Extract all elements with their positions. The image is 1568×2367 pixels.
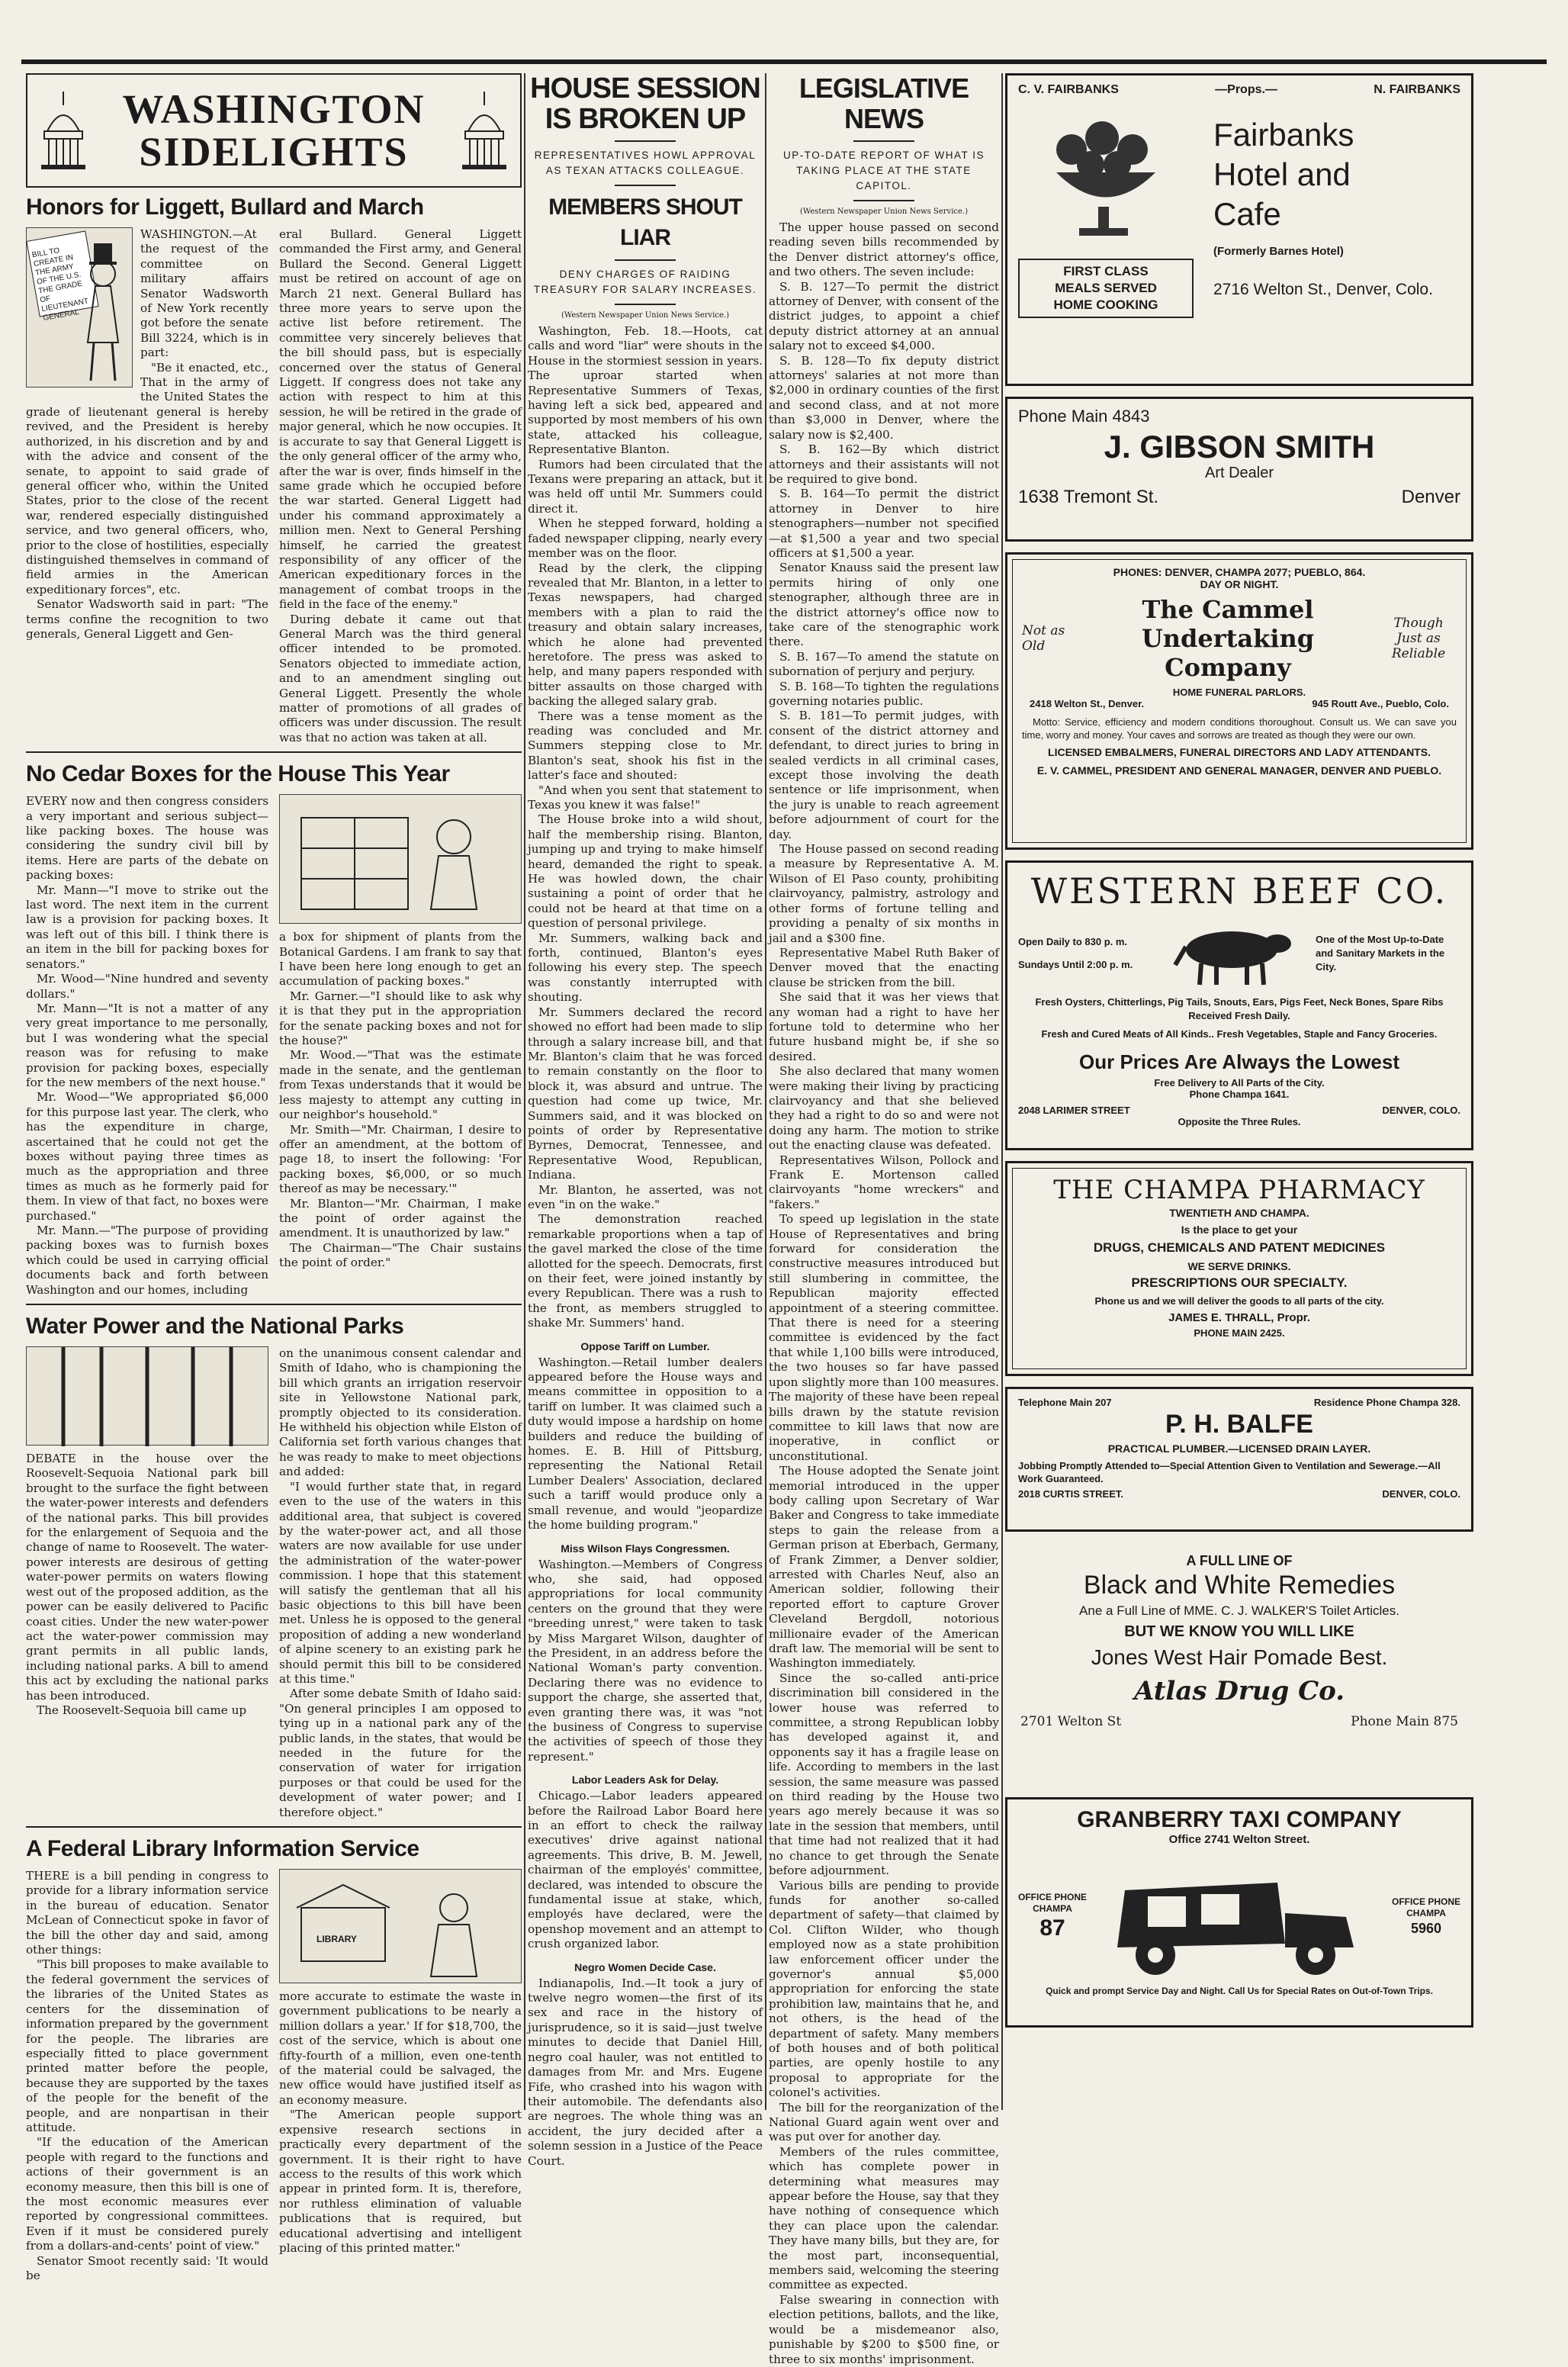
champa-phone: PHONE MAIN 2425.: [1194, 1327, 1285, 1339]
cedar-para: Mr. Wood—"Nine hundred and seventy dollars.": [26, 972, 268, 1001]
column-legislative-news: [769, 72, 999, 2366]
members-shout-liar-deck: DENY CHARGES OF RAIDING TREASURY FOR SALARY INCREASES.: [533, 269, 757, 295]
liggett-para: eral Bullard. General Liggett commanded the First army, and General Bullard the Second. General Liggett must be retired on account of age on March 21 next. General Bullard has three more years to serve upon the active list before retirement. The committee very sincerely believes that the bill should pass, but is especially concerned over the status of General Liggett. If congress does not take any action with respect to him at this session, he will be retired in the grade of major general, which he now occupies. It is accurate to say that General Liggett is the only general officer of the army who, after the war is over, finds himself in the same grade which he occupied before the war started. General Liggett had under his command approximately a million men. Next to General Pershing himself, he carried the greatest responsibility of any officer of the American expeditionary forces in the management of combat troops in the field in the face of the enemy.": [279, 227, 522, 612]
house-para: Mr. Summers declared the record showed no effort had been made to slip through a salary increase bill, and that Mr. Blanton's claim that he was forced to remain constantly on the floor to block it, was absurd and untrue. The question had come up twice, Mr. Summers said, and it was blocked on points of order by Representative Byrnes, Democrat, Tennessee, and Representative Wood, Republican, Indiana.: [528, 1005, 763, 1182]
leg-para: False swearing in connection with election petitions, ballots, and the like, would be a misdemeanor also, punishable by $200 to $500 fine, or three to six months' imprisonment.: [769, 2292, 999, 2366]
divider: [615, 185, 676, 186]
beef-city: DENVER, COLO.: [1382, 1105, 1460, 1116]
leg-para: The bill for the reorganization of the National Guard again went over and was put over for another day.: [769, 2100, 999, 2144]
library-building-icon: [280, 1870, 521, 1984]
house-para: When he stepped forward, holding a faded newspaper clipping, nearly every member was on the floor.: [528, 516, 763, 561]
cedar-para: The Chairman—"The Chair sustains the point of order.": [279, 1240, 522, 1270]
house-para: There was a tense moment as the reading was concluded and Mr. Summers stepping close to Mr. Blanton's seat, shook his fist in the latter's face and shouted:: [528, 709, 763, 783]
cedar-para: Mr. Wood.—"That was the estimate made in the senate, and the gentleman from Texas understands that it would be less majesty to attempt any cutting in our neighbor's household.": [279, 1048, 522, 1122]
house-para: Read by the clerk, the clipping revealed that Mr. Blanton, in a letter to Texas newspapers, had charged members with a plan to raid the treasury and obtain salary increases, which he alone had prevented heretofore. The press was asked to help, and many papers responded with bitter assaults on those charged with backing the alleged salary grab.: [528, 561, 763, 709]
leg-para: Senator Knauss said the present law permits hiring of only one stenographer, although three are in the district attorney's office now to take care of the stenographic work there.: [769, 561, 999, 649]
balfe-city: DENVER, COLO.: [1382, 1488, 1460, 1500]
leg-para: S. B. 181—To permit judges, with consent of the district attorney and defendant, to direct juries to bring in sealed verdicts in all criminal cases, except those involving the death sentence or life imprisonment, when the jury is unable to reach agreement before adjournment of court for the day.: [769, 709, 999, 841]
cammel-though: Though Just as Reliable: [1391, 616, 1446, 661]
name-line: The Cammel: [1142, 595, 1314, 624]
leg-para: S. B. 167—To amend the statute on subornation of perjury and perjury.: [769, 649, 999, 679]
lumber-para: Washington.—Retail lumber dealers appeared before the House ways and means committee in opposition to a tariff on lumber. It was claimed such a duty would impose a hardship on home builders and reduce the building of homes. E. B. Hill of Pittsburg, representing the National Retail Lumber Dealers' Association, declared such a tariff would produce only a small revenue, and would "jeopardize the home building program.": [528, 1355, 763, 1532]
taxi-phone-number: 87: [1039, 1915, 1065, 1941]
cedar-para: a box for shipment of plants from the Botanical Gardens. I am frank to say that I have been here long enough to get an accumulation of packing boxes.": [279, 930, 522, 989]
cammel-addr: 2418 Welton St., Denver.: [1030, 698, 1145, 709]
atlas-phone: Phone Main 875: [1351, 1714, 1458, 1729]
leg-para: The House passed on second reading a measure by Representative A. M. Wilson of El Paso county, prohibiting clairvoyancy, palmistry, astrology and other forms of fortune telling and providing a penalty of six months in jail and a $300 fine.: [769, 842, 999, 945]
water-para: on the unanimous consent calendar and Smith of Idaho, who is championing the bill which grants an irrigation reservoir site in Yellowstone National park, promptly objected to its consideration. He withheld his objection while Elston of California set forth various changes that he was ready to make to meet objections and added:: [279, 1346, 522, 1479]
taxi-phone-label: OFFICE PHONE CHAMPA: [1392, 1896, 1461, 1918]
cow-icon: [1155, 919, 1308, 988]
leg-para: Representative Mabel Ruth Baker of Denver moved that the enacting clause be stricken from the bill.: [769, 945, 999, 989]
cammel-not-as-old: Not as Old: [1022, 623, 1065, 654]
fruit-bowl-illustration: [1018, 108, 1194, 318]
name-line: Fairbanks: [1213, 117, 1354, 153]
forest-illustration: [26, 1346, 268, 1446]
divider: [615, 304, 676, 305]
headline-line: IS BROKEN UP: [545, 103, 746, 135]
leg-para: She said that it was her views that any woman had a right to have her fortune told to determine who her future husband might be, if she so desired.: [769, 990, 999, 1063]
atlas-line: Jones West Hair Pomade Best.: [1091, 1645, 1388, 1669]
taxi-car-icon: [1087, 1852, 1392, 1982]
beef-opposite: Opposite the Three Rules.: [1178, 1116, 1301, 1127]
beef-fresh: Fresh Oysters, Chitterlings, Pig Tails, Snouts, Ears, Pigs Feet, Neck Bones, Spare Ribs Received Fresh Daily.: [1035, 996, 1444, 1021]
beef-prices: Our Prices Are Always the Lowest: [1079, 1050, 1399, 1073]
library-sign: LIBRARY: [316, 1934, 357, 1945]
atlas-name: Atlas Drug Co.: [1133, 1676, 1345, 1706]
legislative-news-headline: LEGISLATIVE NEWS: [798, 72, 969, 134]
taxi-name: GRANBERRY TAXI COMPANY: [1077, 1807, 1402, 1832]
beef-tagline: One of the Most Up-to-Date and Sanitary Markets in the City.: [1316, 934, 1445, 973]
ad-gibson-smith: [1005, 397, 1473, 542]
library-cartoon: [279, 1869, 522, 1983]
leg-para: S. B. 168—To tighten the regulations governing notaries public.: [769, 679, 999, 708]
balfe-trade: PRACTICAL PLUMBER.—LICENSED DRAIN LAYER.: [1107, 1442, 1371, 1455]
cedar-para: Mr. Mann—"It is not a matter of any very great importance to me personally, but I was wondering what the special reason was for refusing to make provision for packing boxes, especially for the new members of the next house.": [26, 1001, 268, 1089]
beef-delivery: Free Delivery to All Parts of the City.: [1154, 1077, 1325, 1089]
house-session-deck: REPRESENTATIVES HOWL APPROVAL AS TEXAN ATTACKS COLLEAGUE.: [534, 150, 757, 176]
champa-propr: JAMES E. THRALL, Propr.: [1168, 1311, 1310, 1324]
cedar-para: EVERY now and then congress considers a very important and serious subject—like packing boxes. The house was considering the sundry civil bill by items. Here are parts of the debate on packing boxes:: [26, 794, 268, 883]
library-para: Senator Smoot recently said: 'It would be: [26, 2253, 268, 2282]
balfe-address: 2018 CURTIS STREET.: [1018, 1488, 1123, 1500]
water-para: "I would further state that, in regard even to the use of the waters in this additional area, that subject is covered by the water-power act, and all those waters are now available for use under the administration of the water-power commission. I hope that this statement will satisfy the gentleman that all his basic objections to this bill have been met. Unless he is opposed to the general proposition of adding a new wonderland of alpine scenery to an existing park he should permit this bill to be considered at this time.": [279, 1479, 522, 1686]
divider: [853, 200, 914, 201]
news-service-credit: (Western Newspaper Union News Service.): [561, 311, 729, 320]
balfe-res: Residence Phone Champa 328.: [1313, 1397, 1460, 1408]
library-para: "This bill proposes to make available to the federal government the services of the libraries of the United States as centers for the dissemination of information prepared by the government for the people. The libraries are especially fitted to place government printed matter before the people, because they are supported by the taxes of the people for the benefit of the people, and are nonpartisan in their attitude.: [26, 1957, 268, 2134]
column-rule: [524, 73, 525, 2110]
negro-women-subhead: Negro Women Decide Case.: [574, 1960, 716, 1973]
smith-address: 1638 Tremont St.: [1018, 487, 1159, 507]
house-para: Mr. Summers, walking back and forth, continued, Blanton's eyes following his every step. The speech was constantly interrupted with shouting.: [528, 931, 763, 1005]
beef-phone: Phone Champa 1641.: [1189, 1089, 1290, 1100]
cedar-para: Mr. Mann—"I move to strike out the last word. The next item in the current law is a provision for packing boxes. It was left out of this bill. I think there is an item in the bill for packing boxes for senators.": [26, 883, 268, 971]
leg-para: To speed up legislation in the state House of Representatives and bring forward for consideration the constructive measures introduced but still slumbering in committee, the Republican majority effected appointment of a steering committee. That there is need for a steering committee is evidenced by the fact that while 1,100 bills were introduced, the two houses so far have passed upon slightly more than 100 measures. The majority of these have been repeal bills drawn by the statute revision committee to kill laws that now are inoperative, in conflict or unconstitutional.: [769, 1212, 999, 1463]
column-washington-sidelights: [26, 73, 522, 2282]
wilson-para: Washington.—Members of Congress who, she said, had opposed appropriations for local community centers on the ground that they were "breeding unrest," were taken to task by Miss Margaret Wilson, daughter of the President, in an address before the National Woman's party convention. Declaring there was no evidence to support the charge, she asserted that, even granting there was, it was "not the business of Congress to supervise the activities of speech of those they represent.": [528, 1557, 763, 1764]
leg-para: The upper house passed on second reading seven bills recommended by the Denver district attorney's office, and two others. The seven include:: [769, 220, 999, 279]
leg-para: S. B. 164—To permit the district attorney in Denver to hire stenographers—number not specified—at $1,500 a year and two special officers at $1,500 a year.: [769, 487, 999, 560]
lumber-subhead: Oppose Tariff on Lumber.: [580, 1339, 710, 1352]
column-rule: [765, 73, 766, 2110]
leg-para: Representatives Wilson, Pollock and Frank E. Mortenson called clairvoyants "home wreckers" and "fakers.": [769, 1153, 999, 1211]
cedar-article: [26, 794, 522, 1298]
trees-icon: [27, 1347, 268, 1446]
house-para: The House broke into a wild shout, half the membership rising. Blanton, jumping up and trying to make himself heard, demanded the right to speak. He was howled down, the chair sustaining a point of order that he could not be heard at that time on a question of personal privilege.: [528, 812, 763, 931]
beef-fresh: Fresh and Cured Meats of All Kinds.. Fresh Vegetables, Staple and Fancy Groceries.: [1041, 1028, 1438, 1040]
water-para: The Roosevelt-Sequoia bill came up: [37, 1703, 247, 1717]
bill-sign-text: BILL TO CREATE IN THE ARMY OF THE U.S. THE GRADE OF LIEUTENANT GENERAL: [31, 246, 89, 323]
menu-sign: [1018, 259, 1194, 318]
library-para: "The American people support expensive research sections in practically every department of the government. It is their right to have access to the results of this work which appear in printed form. It is, therefore, nor ruthless elimination of valuable publications that is required, but educational advertising and intelligent placing of this printed matter.": [279, 2108, 522, 2255]
ad-champa-pharmacy: [1005, 1161, 1473, 1376]
liggett-headline: Honors for Liggett, Bullard and March: [26, 195, 424, 220]
packing-boxes-cartoon: [279, 794, 522, 924]
house-para: The demonstration reached remarkable proportions when a tap of the gavel marked the close of the time allotted for the speech. Democrats, first on their feet, were joined instantly by every Republican. There was a rush to the front, as members struggled to shake Mr. Summers' hand.: [528, 1212, 763, 1330]
capitol-dome-icon: [37, 88, 90, 172]
top-rule: [21, 59, 1547, 64]
cammel-day-night: DAY OR NIGHT.: [1200, 578, 1279, 590]
washington-sidelights-masthead: [26, 73, 522, 188]
atlas-address: 2701 Welton St: [1020, 1714, 1122, 1729]
column-rule: [1001, 73, 1003, 2110]
cammel-addr: 945 Routt Ave., Pueblo, Colo.: [1312, 698, 1449, 709]
taxi-service: Quick and prompt Service Day and Night. Call Us for Special Rates on Out-of-Town Trips.: [1046, 1986, 1433, 1996]
menu-sign-line: FIRST CLASS: [1063, 264, 1149, 278]
cammel-motto: Motto: Service, efficiency and modern conditions thoroughout. Consult us. We can save you time, worry and money. Your caves and sorrows are treated as though they were our own.: [1022, 716, 1457, 741]
beef-name: WESTERN BEEF CO.: [1030, 870, 1448, 912]
leg-para: S. B. 162—By which district attorneys and their assistants will not be required to give bond.: [769, 442, 999, 486]
cammel-parlors: HOME FUNERAL PARLORS.: [1172, 687, 1306, 698]
champa-place: Is the place to get your: [1181, 1224, 1298, 1236]
labor-para: Chicago.—Labor leaders appeared before the Railroad Labor Board here in an effort to check the railway executives' drive against national agreements. This drive, B. M. Jewell, chairman of the employés' committee, declared, was intended to obscure the fundamental issue at stake, which, employés have declared, were the openshop movement and an attempt to crush organized labor.: [528, 1789, 763, 1951]
boxes-icon: [280, 795, 521, 925]
cedar-para: Mr. Smith—"Mr. Chairman, I desire to offer an amendment, at the bottom of page 18, to insert the following: 'For packing boxes, $6,000, or so much thereof as may be necessary.'": [279, 1122, 522, 1196]
champa-drugs: DRUGS, CHEMICALS AND PATENT MEDICINES: [1093, 1240, 1386, 1255]
name-line: Cafe: [1213, 196, 1281, 232]
ad-fairbanks-hotel: [1005, 73, 1473, 386]
ad-western-beef: [1005, 860, 1473, 1150]
champa-name: THE CHAMPA PHARMACY: [1053, 1175, 1425, 1205]
legislative-news-deck: UP-TO-DATE REPORT OF WHAT IS TAKING PLACE AT THE STATE CAPITOL.: [782, 150, 985, 191]
ad-cammel-undertaking: [1005, 552, 1473, 850]
cedar-headline: No Cedar Boxes for the House This Year: [26, 761, 450, 787]
leg-para: She also declared that many women were making their living by practicing clairvoyancy and that she believed they had a right to do so and were not doing any harm. The motion to strike out the enacting clause was defeated.: [769, 1064, 999, 1153]
library-para: THERE is a bill pending in congress to provide for a library information service in the bureau of education. Senator McLean of Connecticut spoke in favor of the bill the other day and said, among other things:: [26, 1869, 268, 1957]
name-line: Hotel and: [1213, 156, 1351, 192]
library-para: "If the education of the American people with regard to the functions and actions of their government is an economy measure, then this bill is one of the most economic measures ever reported by congressional committees. Even if it must be considered purely from a dollars-and-cents' point of view.": [26, 2135, 268, 2253]
leg-para: The House adopted the Senate joint memorial introduced in the upper body calling upon Secretary of War Baker and Congress to take immediate steps to gain the release from a German prison at Eberbach, Germany, of Frank Zimmer, a Denver soldier, arrested with Charles Neuf, also an American soldier, following their reported effort to capture Grover Cleveland Bergdoll, notorious millionaire evader of the American draft law. The memorial will be sent to Washington immediately.: [769, 1464, 999, 1671]
fruit-bowl-icon: [1018, 108, 1194, 252]
champa-location: TWENTIETH AND CHAMPA.: [1169, 1207, 1309, 1219]
news-service-credit: (Western Newspaper Union News Service.): [800, 207, 968, 216]
smith-trade: Art Dealer: [1204, 465, 1274, 481]
smith-phone: Phone Main 4843: [1018, 407, 1150, 426]
champa-rx: PRESCRIPTIONS OUR SPECIALTY.: [1131, 1275, 1348, 1290]
uncle-sam-bill-cartoon: [26, 227, 133, 388]
divider: [853, 140, 914, 142]
owner-name: N. FAIRBANKS: [1374, 83, 1460, 96]
house-para: Washington, Feb. 18.—Hoots, cat calls and word "liar" were shouts in the House in the stormiest session in years. The uproar started when Representative Summers of Texas, having left a sick bed, appeared and supported by most members of his own state, attacked his colleague, Representative Blanton.: [528, 324, 763, 457]
cammel-phones: PHONES: DENVER, CHAMPA 2077; PUEBLO, 864.: [1113, 566, 1366, 578]
ad-granberry-taxi: [1005, 1797, 1473, 2028]
capitol-dome-icon: [458, 88, 511, 172]
atlas-line: Black and White Remedies: [1083, 1571, 1396, 1600]
name-line: Undertaking Company: [1141, 624, 1315, 682]
fairbanks-address: 2716 Welton St., Denver, Colo.: [1213, 281, 1433, 298]
menu-sign-line: MEALS SERVED: [1055, 281, 1157, 295]
headline-line: HOUSE SESSION: [530, 72, 760, 105]
water-para: After some debate Smith of Idaho said: "On general principles I am opposed to tying up in a national park any of the public lands, in the states, that would be needed in the future for the conservation of water for irrigation purposes or that could be used for the development of water power; and I therefore object.": [279, 1687, 522, 1819]
cammel-licensed: LICENSED EMBALMERS, FUNERAL DIRECTORS AND LADY ATTENDANTS.: [1048, 746, 1431, 758]
cedar-para: Mr. Mann.—"The purpose of providing packing boxes was to furnish boxes which could be used in carrying official documents back and forth between Washington and our homes, including: [26, 1224, 268, 1297]
house-para: "And when you sent that statement to Texas you knew it was false!": [528, 783, 763, 812]
divider: [615, 259, 676, 261]
champa-drinks: WE SERVE DRINKS.: [1187, 1260, 1291, 1272]
library-article: [26, 1869, 522, 2283]
house-session-headline: [528, 73, 763, 134]
liggett-article: [26, 227, 522, 745]
divider: [615, 140, 676, 142]
ad-atlas-drug: [1005, 1542, 1473, 1787]
negro-women-para: Indianapolis, Ind.—It took a jury of twelve negro women—the first of its sex and race in the history of jurisprudence, so it is said—just twelve minutes to decide that Daniel Hill, negro coal hauler, was not entitled to damages from Mr. and Mrs. Eugene Fife, who crashed into his wagon with their automobile. The defendants also are negroes. The whole thing was an accident, the jury decided after a solemn session in a Justice of the Peace Court.: [528, 1976, 763, 2168]
balfe-name: P. H. BALFE: [1165, 1410, 1313, 1439]
leg-para: S. B. 128—To fix deputy district attorneys' salaries at not more than $2,000 in ordinary counties of the first and second class, and at not more than $3,000 in Denver, where the salary now is $2,400.: [769, 353, 999, 442]
column-house-session: [528, 72, 763, 2168]
water-article: [26, 1346, 522, 1820]
cammel-name: [1075, 595, 1380, 682]
leg-para: Various bills are pending to provide funds for another so-called department of safety—that claimed by Col. Clifton Wilder, who though employed now as a state prohibition law enforcement officer under the governor's annual $5,000 appropriation for enforcing the state prohibition law, maintains that he, and not others, is the head of the department of safety. Many members of both houses and of both political parties, are openly hostile to any proposal to appropriate for the colonel's activities.: [769, 1878, 999, 2100]
library-para: more accurate to estimate the waste in government publications to be nearly a million dollars a year.' If for $18,700, the cost of the service, which is about one fifty-fourth of a million, even one-tenth of the material could be salvaged, the new office would have justified itself as an economy measure.: [279, 1989, 522, 2107]
house-para: Rumors had been circulated that the Texans were preparing an attack, but it was held off until Mr. Summers could direct it.: [528, 457, 763, 516]
menu-sign-line: HOME COOKING: [1053, 297, 1158, 312]
fairbanks-owners: [1018, 83, 1460, 97]
water-headline: Water Power and the National Parks: [26, 1314, 404, 1339]
atlas-line: A FULL LINE OF: [1186, 1553, 1293, 1568]
leg-para: Members of the rules committee, which has complete power in determining what measures may appear before the House, say that they have nothing of consequence which they can place upon the calendar. They have many bills, but they are, for the most part, inconsequential, members said, welcoming the steering committee as expected.: [769, 2144, 999, 2292]
leg-para: S. B. 127—To permit the district attorney of Denver, with consent of the district judges, to appoint a chief deputy district attorney at an annual salary not to exceed $4,000.: [769, 279, 999, 353]
smith-city: Denver: [1401, 487, 1460, 507]
cedar-para: Mr. Blanton—"Mr. Chairman, I make the point of order against the amendment. It is unauthorized by law.": [279, 1196, 522, 1240]
cedar-para: Mr. Wood—"We appropriated $6,000 for this purpose last year. The clerk, who has the expenditure in charge, ascertained that he could not get the boxes without paying three times as much as the appropriation and three times as much as he formerly paid for them. In view of that fact, no boxes were purchased.": [26, 1090, 268, 1223]
balfe-jobbing: Jobbing Promptly Attended to—Special Attention Given to Ventilation and Sewerage.—All Work Guaranteed.: [1018, 1460, 1441, 1484]
taxi-phone-label: OFFICE PHONE CHAMPA: [1018, 1892, 1088, 1914]
props-label: —Props.—: [1215, 83, 1277, 96]
smith-name: J. GIBSON SMITH: [1104, 429, 1375, 465]
beef-address: 2048 LARIMER STREET: [1018, 1105, 1130, 1116]
beef-hours: Open Daily to 830 p. m.: [1018, 936, 1128, 947]
masthead-title-line2: SIDELIGHTS: [139, 129, 409, 175]
liggett-para: Senator Wadsworth said in part: "The terms confine the recognition to two generals, General Liggett and Gen-: [26, 597, 268, 641]
taxi-phone-number: 5960: [1410, 1921, 1442, 1936]
balfe-tel: Telephone Main 207: [1018, 1397, 1112, 1408]
water-para: DEBATE in the house over the Roosevelt-Sequoia National park bill brought to the surface the fight between the water-power interests and defenders of the national parks. This bill provides for the enlargement of Sequoia and the change of name to Roosevelt. The water-power interests are desirous of getting water-power permits on waters flowing west out of the proposed addition, as the power can be easily delivered to Pacific coast cities. Under the new water-power act the water-power commission may grant permits in all public lands, including national parks. A bill to amend this act by excluding the national parks has been introduced.: [26, 1452, 268, 1703]
house-para: Mr. Blanton, he asserted, was not even "in on the wake.": [528, 1182, 763, 1211]
taxi-office: Office 2741 Welton Street.: [1168, 1833, 1310, 1846]
column-advertisements: [1005, 73, 1473, 2118]
fairbanks-former: (Formerly Barnes Hotel): [1213, 245, 1344, 258]
atlas-line: Ane a Full Line of MME. C. J. WALKER'S Toilet Articles.: [1079, 1603, 1399, 1618]
cedar-para: Mr. Garner.—"I should like to ask why it is that they put in the appropriation for the senate packing boxes and not for the house?": [279, 989, 522, 1048]
ad-balfe-plumber: [1005, 1387, 1473, 1532]
atlas-line: BUT WE KNOW YOU WILL LIKE: [1124, 1623, 1354, 1640]
members-shout-liar-headline: MEMBERS SHOUT LIAR: [548, 195, 742, 250]
liggett-para: "Be it enacted, etc., That in the army of the United States the grade of lieutenant general is hereby revived, and the President is hereby authorized, in his discretion and by and with the advice and consent of the senate, to appoint to said grade of general officer who, within the United States, prior to the close of the recent war, rendered especially distinguished service, and two general officers, who, prior to the close of hostilities, especially distinguished themselves in command of field armies in the American expeditionary forces", etc.: [26, 360, 268, 597]
owner-name: C. V. FAIRBANKS: [1018, 83, 1119, 96]
liggett-para: WASHINGTON.—At the request of the committee on military affairs Senator Wadsworth of New York recently got before the senate Bill 3224, which is in part:: [140, 227, 268, 360]
champa-phone-us: Phone us and we will deliver the goods to all parts of the city.: [1094, 1295, 1384, 1307]
liggett-para: During debate it came out that General March was the third general officer intended to be promoted. Senators objected to immediate action, and to an amendment singling out General Liggett. Presently the whole matter of promotions of all grades of officers was under discussion. The result was that no action was taken at all.: [279, 612, 522, 745]
labor-subhead: Labor Leaders Ask for Delay.: [571, 1774, 719, 1787]
wilson-subhead: Miss Wilson Flays Congressmen.: [561, 1542, 730, 1555]
beef-hours: Sundays Until 2:00 p. m.: [1018, 959, 1133, 970]
leg-para: Since the so-called anti-price discrimination bill considered in the lower house was referred to committee, a strong Republican lobby has developed against it, and opponents say it has a fragile lease on life. According to members in the last session, the same measure was passed on third reading by the House two years ago merely because it was so late in the session that members, until that time had not realized that it had no chance to get through the Senate before adjournment.: [769, 1671, 999, 1878]
masthead-title-line1: WASHINGTON: [122, 86, 426, 132]
cammel-president: E. V. CAMMEL, PRESIDENT AND GENERAL MANAGER, DENVER AND PUEBLO.: [1036, 764, 1442, 777]
fairbanks-name: [1213, 115, 1460, 234]
library-headline: A Federal Library Information Service: [26, 1836, 419, 1862]
